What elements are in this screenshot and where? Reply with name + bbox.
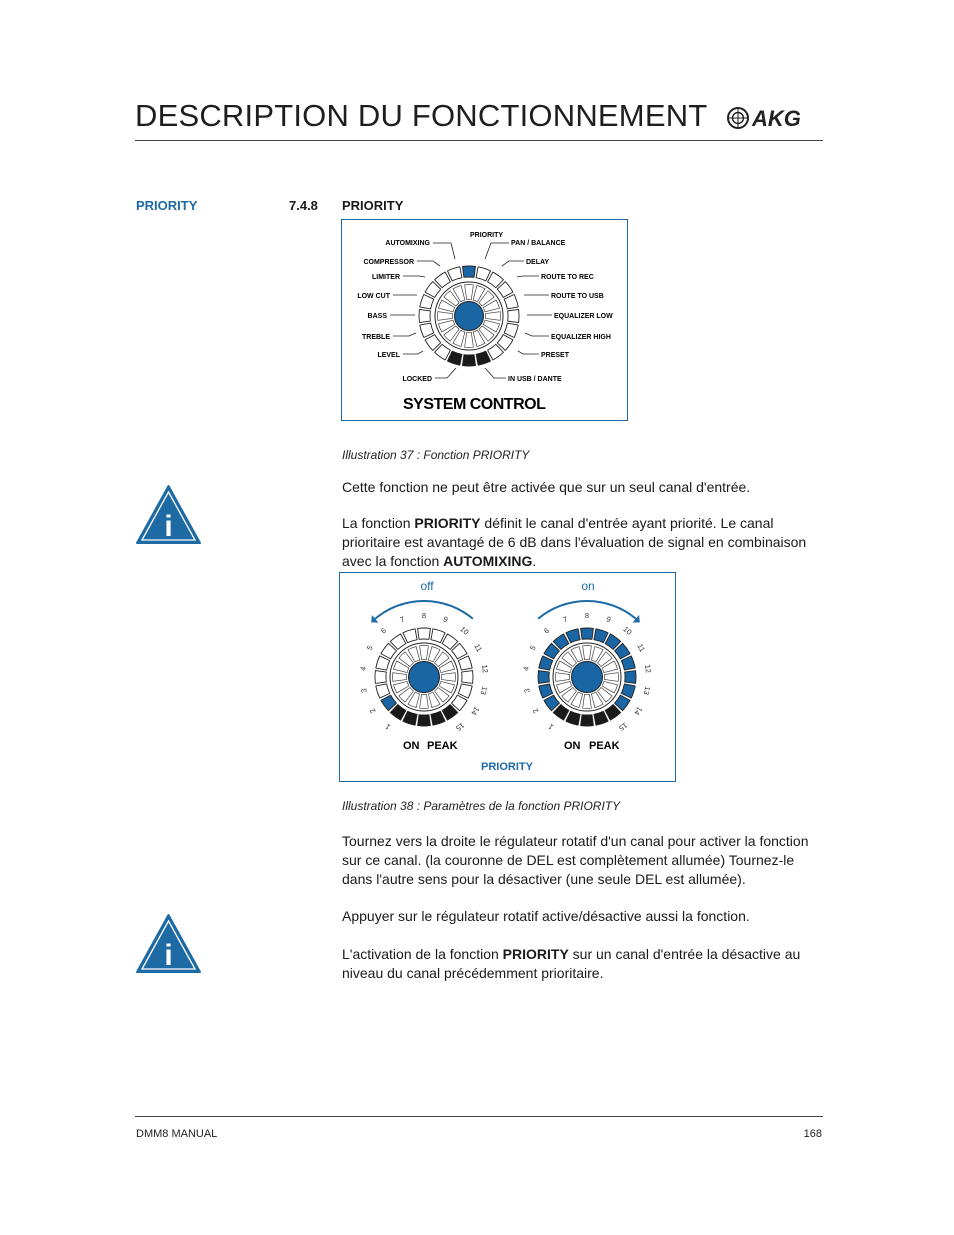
scale-number-5: 5 [364,643,375,652]
footer-rule [135,1116,823,1117]
scale-number-4: 4 [521,666,531,672]
knob-grip [420,694,429,708]
label-peak-left: PEAK [427,740,458,752]
label-on: on [581,579,595,593]
led-segment [419,309,430,322]
scale-number-6: 6 [542,625,552,636]
priority-footer: PRIORITY [481,761,533,773]
scale-number-4: 4 [358,666,368,672]
svg-text:i: i [164,939,173,972]
scale-number-9: 9 [605,614,613,625]
scale-number-12: 12 [479,664,490,674]
scale-number-2: 2 [367,706,378,716]
scale-number-15: 15 [617,720,630,733]
scale-number-10: 10 [458,624,471,637]
label-on-right: ON [564,740,581,752]
scale-number-1: 1 [383,721,393,732]
scale-number-7: 7 [398,614,406,625]
label-off: off [420,579,434,593]
label-equalizer-high: EQUALIZER HIGH [551,334,611,341]
led-segment [538,671,549,684]
svg-text:AKG: AKG [752,106,801,131]
knob-grip [583,694,592,708]
caption-illustration-38: Illustration 38 : Paramètres de la fonction PRIORITY [342,799,621,813]
scale-number-7: 7 [561,614,569,625]
led-segment [462,355,475,366]
section-number: 7.4.8 [289,198,318,213]
info-icon [135,913,202,974]
scale-number-9: 9 [442,614,450,625]
header-rule [135,140,823,141]
section-title: PRIORITY [342,198,404,213]
scale-number-15: 15 [454,720,467,733]
label-preset: PRESET [541,352,570,359]
led-segment [375,671,386,684]
scale-number-12: 12 [642,664,653,674]
label-pan-balance: PAN / BALANCE [511,240,566,247]
scale-number-13: 13 [478,685,490,696]
note-paragraph-2: La fonction PRIORITY définit le canal d'entrée ayant priorité. Le canal prioritaire est avantagé de 6 dB dans l'évaluation de signal en combinaison avec la fonction AUTOMIXING. [342,515,807,569]
scale-number-8: 8 [421,611,427,620]
rotary-knob [435,282,503,350]
label-route-to-usb: ROUTE TO USB [551,293,604,300]
knob-grip [604,673,618,682]
led-segment [418,628,431,639]
label-automixing: AUTOMIXING [385,240,430,247]
scale-number-11: 11 [635,642,647,654]
side-heading: PRIORITY [136,198,198,213]
label-in-usb-dante: IN USB / DANTE [508,376,562,383]
led-segment [625,671,636,684]
knob-grip [583,646,592,660]
knob-cap [455,302,484,331]
note-line-1: Cette fonction ne peut être activée que sur un seul canal d'entrée. [342,479,751,495]
caption-illustration-37: Illustration 37 : Fonction PRIORITY [342,448,530,462]
label-delay: DELAY [526,259,550,266]
scale-number-1: 1 [546,721,556,732]
page-number: 168 [803,1128,822,1140]
label-priority: PRIORITY [470,232,504,239]
svg-text:i: i [164,510,173,543]
label-locked: LOCKED [402,376,432,383]
footer-manual-name: DMM8 MANUAL [136,1128,218,1140]
led-segment [581,715,594,726]
paragraph-press: Appuyer sur le régulateur rotatif active/désactive aussi la fonction. [342,908,750,924]
priority-settings-diagram [339,572,676,782]
led-segment [418,715,431,726]
term-automixing: AUTOMIXING [443,553,533,569]
label-limiter: LIMITER [372,274,400,281]
scale-number-3: 3 [359,687,369,694]
scale-number-11: 11 [472,642,484,654]
label-bass: BASS [367,313,387,320]
info-icon [135,484,202,545]
scale-number-14: 14 [469,704,482,717]
akg-logo [726,104,824,132]
label-treble: TREBLE [362,334,390,341]
scale-number-10: 10 [621,624,634,637]
knob-grip [393,673,407,682]
knob-cap [572,662,603,693]
paragraph-rotate: Tournez vers la droite le régulateur rotatif d'un canal pour activer la fonction sur ce canal. (la couronne de DEL est complètement allumée) Tournez-le dans l'autre sens pour la désactiver (une seule DEL est allumée). [342,833,809,887]
scale-number-6: 6 [379,625,389,636]
led-segment [462,671,473,684]
scale-number-13: 13 [641,685,653,696]
label-peak-right: PEAK [589,740,620,752]
label-on-left: ON [403,740,420,752]
knob-cap [409,662,440,693]
knob-grip [441,673,455,682]
system-control-title: SYSTEM CONTROL [403,396,546,413]
page-title: DESCRIPTION DU FONCTIONNEMENT [135,98,708,133]
system-control-diagram [341,219,628,421]
scale-number-5: 5 [527,643,538,652]
label-level: LEVEL [377,352,400,359]
scale-number-14: 14 [632,704,645,717]
led-segment [462,266,475,277]
label-low-cut: LOW CUT [357,293,390,300]
scale-number-2: 2 [530,706,541,716]
scale-number-3: 3 [522,687,532,694]
scale-number-8: 8 [584,611,590,620]
term-priority: PRIORITY [414,515,481,531]
label-equalizer-low: EQUALIZER LOW [554,313,613,320]
label-route-to-rec: ROUTE TO REC [541,274,594,281]
knob-grip [420,646,429,660]
label-compressor: COMPRESSOR [363,259,414,266]
led-segment [581,628,594,639]
term-priority: PRIORITY [502,946,569,962]
led-segment [508,309,519,322]
knob-grip [556,673,570,682]
paragraph-activation: L'activation de la fonction PRIORITY sur un canal d'entrée la désactive au niveau du canal précédemment prioritaire. [342,946,801,981]
